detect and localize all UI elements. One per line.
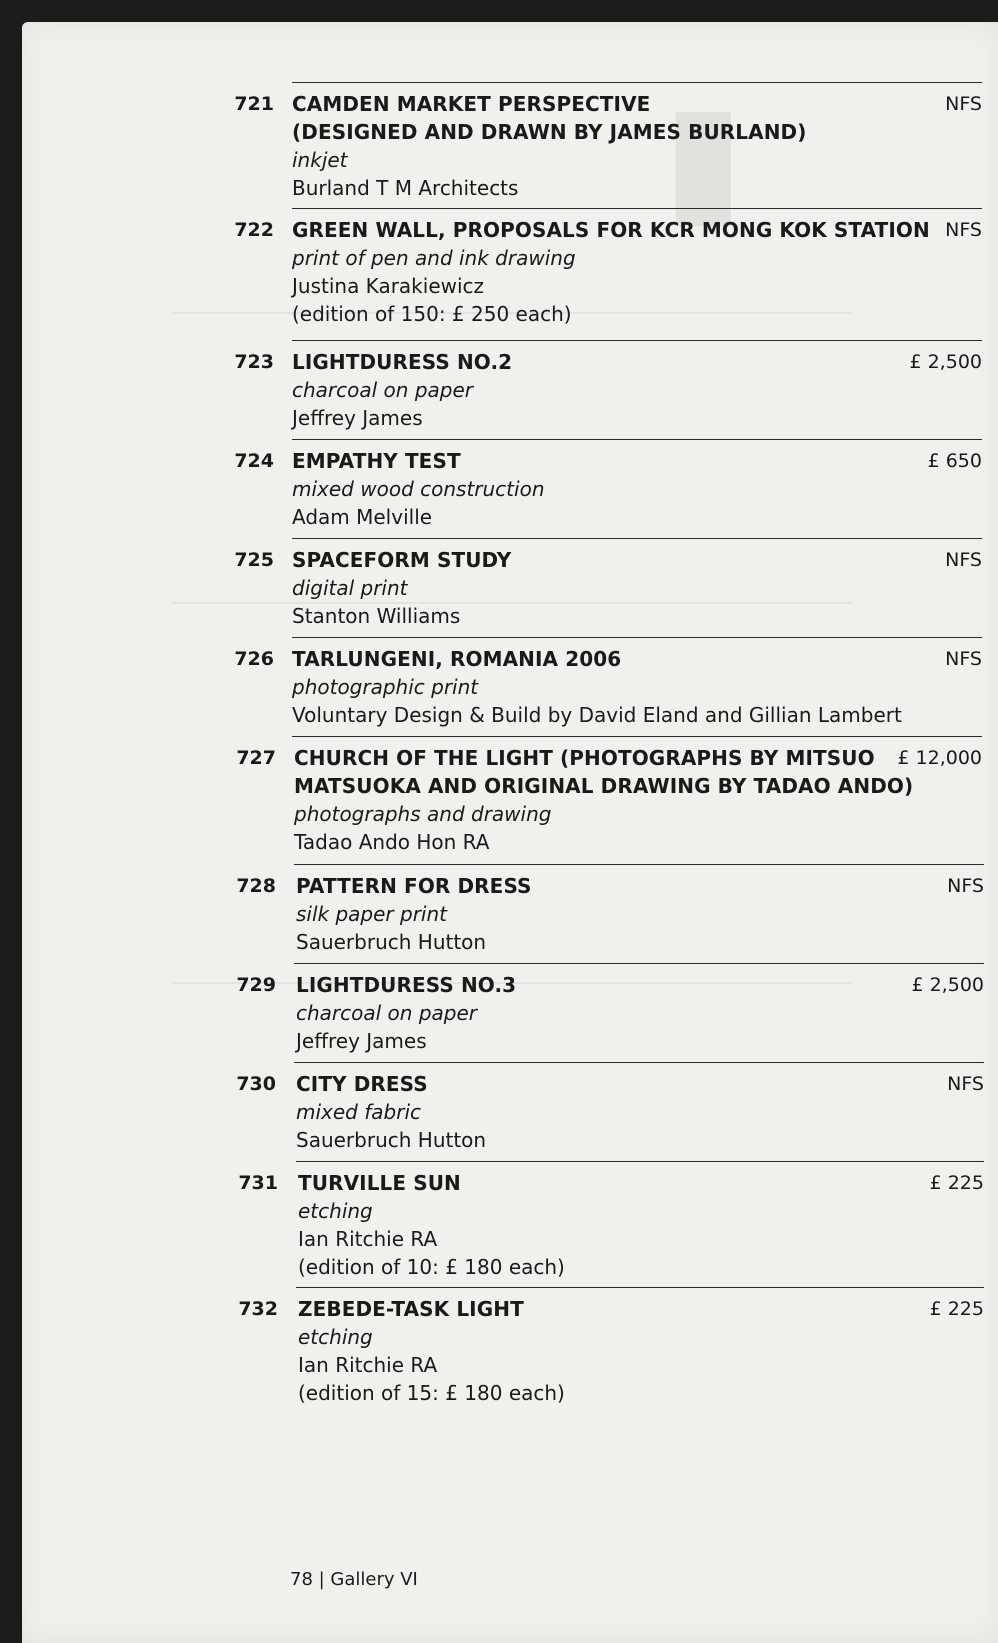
catalogue-entry — [232, 1287, 984, 1407]
entry-price: NFS — [947, 1073, 984, 1095]
entry-rule — [292, 736, 982, 737]
entry-price: £ 2,500 — [909, 351, 982, 373]
entry-title: GREEN WALL, PROPOSALS FOR KCR MONG KOK STATION — [292, 218, 930, 242]
entry-edition: (edition of 10: £ 180 each) — [298, 1255, 565, 1279]
entry-medium: etching — [298, 1325, 373, 1349]
entry-number: 721 — [234, 93, 274, 115]
entry-title: TARLUNGENI, ROMANIA 2006 — [292, 647, 622, 671]
entry-artist: Sauerbruch Hutton — [296, 930, 487, 954]
entry-number: 732 — [238, 1298, 278, 1320]
entry-title: SPACEFORM STUDY — [292, 548, 512, 572]
entry-rule — [294, 1062, 984, 1063]
entry-artist: Justina Karakiewicz — [292, 274, 485, 298]
entry-number: 725 — [234, 549, 274, 571]
catalogue-entry — [230, 1062, 984, 1152]
catalogue-entry — [230, 439, 982, 529]
catalogue-entry — [230, 963, 984, 1053]
entry-title: PATTERN FOR DRESS — [296, 874, 532, 898]
entry-price: NFS — [945, 93, 982, 115]
entry-number: 731 — [238, 1172, 278, 1194]
entry-price: NFS — [945, 549, 982, 571]
bleed-through-shape: ▮ — [662, 70, 745, 244]
entry-medium: inkjet — [292, 148, 348, 172]
entry-artist: Jeffrey James — [292, 406, 423, 430]
page-footer: 78 | Gallery VI — [290, 1569, 418, 1590]
catalogue-entry — [230, 208, 982, 328]
entry-title: CHURCH OF THE LIGHT (PHOTOGRAPHS BY MITSUO — [294, 746, 875, 770]
entry-title: LIGHTDURESS NO.2 — [292, 350, 513, 374]
entry-edition: (edition of 150: £ 250 each) — [292, 302, 572, 326]
catalogue-entry — [230, 864, 984, 954]
entry-artist: Voluntary Design & Build by David Eland and Gillian Lambert — [292, 703, 902, 727]
entry-price: £ 650 — [927, 450, 982, 472]
entry-number: 727 — [236, 747, 276, 769]
entry-price: £ 2,500 — [911, 974, 984, 996]
entry-title: CITY DRESS — [296, 1072, 428, 1096]
entry-medium: photographs and drawing — [294, 802, 552, 826]
entry-rule — [294, 963, 984, 964]
entry-artist: Jeffrey James — [296, 1029, 427, 1053]
entry-price: £ 12,000 — [897, 747, 982, 769]
catalogue-entry — [232, 1161, 984, 1281]
entry-artist: Stanton Williams — [292, 604, 461, 628]
entry-number: 724 — [234, 450, 274, 472]
entry-rule — [292, 208, 982, 209]
entry-medium: digital print — [292, 576, 408, 600]
entry-price: NFS — [945, 648, 982, 670]
catalogue-entry — [230, 340, 982, 430]
entry-price: NFS — [945, 219, 982, 241]
entry-artist: Sauerbruch Hutton — [296, 1128, 487, 1152]
entry-rule — [292, 82, 982, 83]
entry-number: 726 — [234, 648, 274, 670]
entry-number: 729 — [236, 974, 276, 996]
entry-title-line2: MATSUOKA AND ORIGINAL DRAWING BY TADAO ANDO) — [294, 774, 914, 798]
entry-medium: charcoal on paper — [292, 378, 473, 402]
entry-artist: Burland T M Architects — [292, 176, 519, 200]
catalogue-entry — [230, 538, 982, 628]
entry-medium: etching — [298, 1199, 373, 1223]
entry-title-line2: (DESIGNED AND DRAWN BY JAMES BURLAND) — [292, 120, 807, 144]
entry-number: 730 — [236, 1073, 276, 1095]
entry-number: 728 — [236, 875, 276, 897]
entry-title: CAMDEN MARKET PERSPECTIVE — [292, 92, 651, 116]
entry-rule — [292, 637, 982, 638]
entry-artist: Ian Ritchie RA — [298, 1353, 438, 1377]
entry-rule — [294, 864, 984, 865]
entry-rule — [292, 439, 982, 440]
entry-price: £ 225 — [929, 1172, 984, 1194]
entry-rule — [296, 1287, 984, 1288]
entry-artist: Tadao Ando Hon RA — [294, 830, 490, 854]
entry-number: 722 — [234, 219, 274, 241]
catalogue-entry — [230, 82, 982, 202]
entry-medium: silk paper print — [296, 902, 447, 926]
entry-title: ZEBEDE-TASK LIGHT — [298, 1297, 524, 1321]
entry-medium: photographic print — [292, 675, 479, 699]
entry-rule — [292, 340, 982, 341]
entry-title: EMPATHY TEST — [292, 449, 461, 473]
catalogue-entry — [230, 637, 982, 727]
entry-medium: charcoal on paper — [296, 1001, 477, 1025]
entry-edition: (edition of 15: £ 180 each) — [298, 1381, 565, 1405]
entry-artist: Adam Melville — [292, 505, 433, 529]
entry-rule — [296, 1161, 984, 1162]
entry-medium: print of pen and ink drawing — [292, 246, 576, 270]
entry-medium: mixed fabric — [296, 1100, 421, 1124]
entry-title: LIGHTDURESS NO.3 — [296, 973, 517, 997]
entry-price: NFS — [947, 875, 984, 897]
entry-medium: mixed wood construction — [292, 477, 545, 501]
entry-title: TURVILLE SUN — [298, 1171, 461, 1195]
catalogue-page — [22, 22, 998, 1643]
entry-price: £ 225 — [929, 1298, 984, 1320]
catalogue-entry — [230, 736, 982, 856]
entry-number: 723 — [234, 351, 274, 373]
entry-rule — [292, 538, 982, 539]
entry-artist: Ian Ritchie RA — [298, 1227, 438, 1251]
